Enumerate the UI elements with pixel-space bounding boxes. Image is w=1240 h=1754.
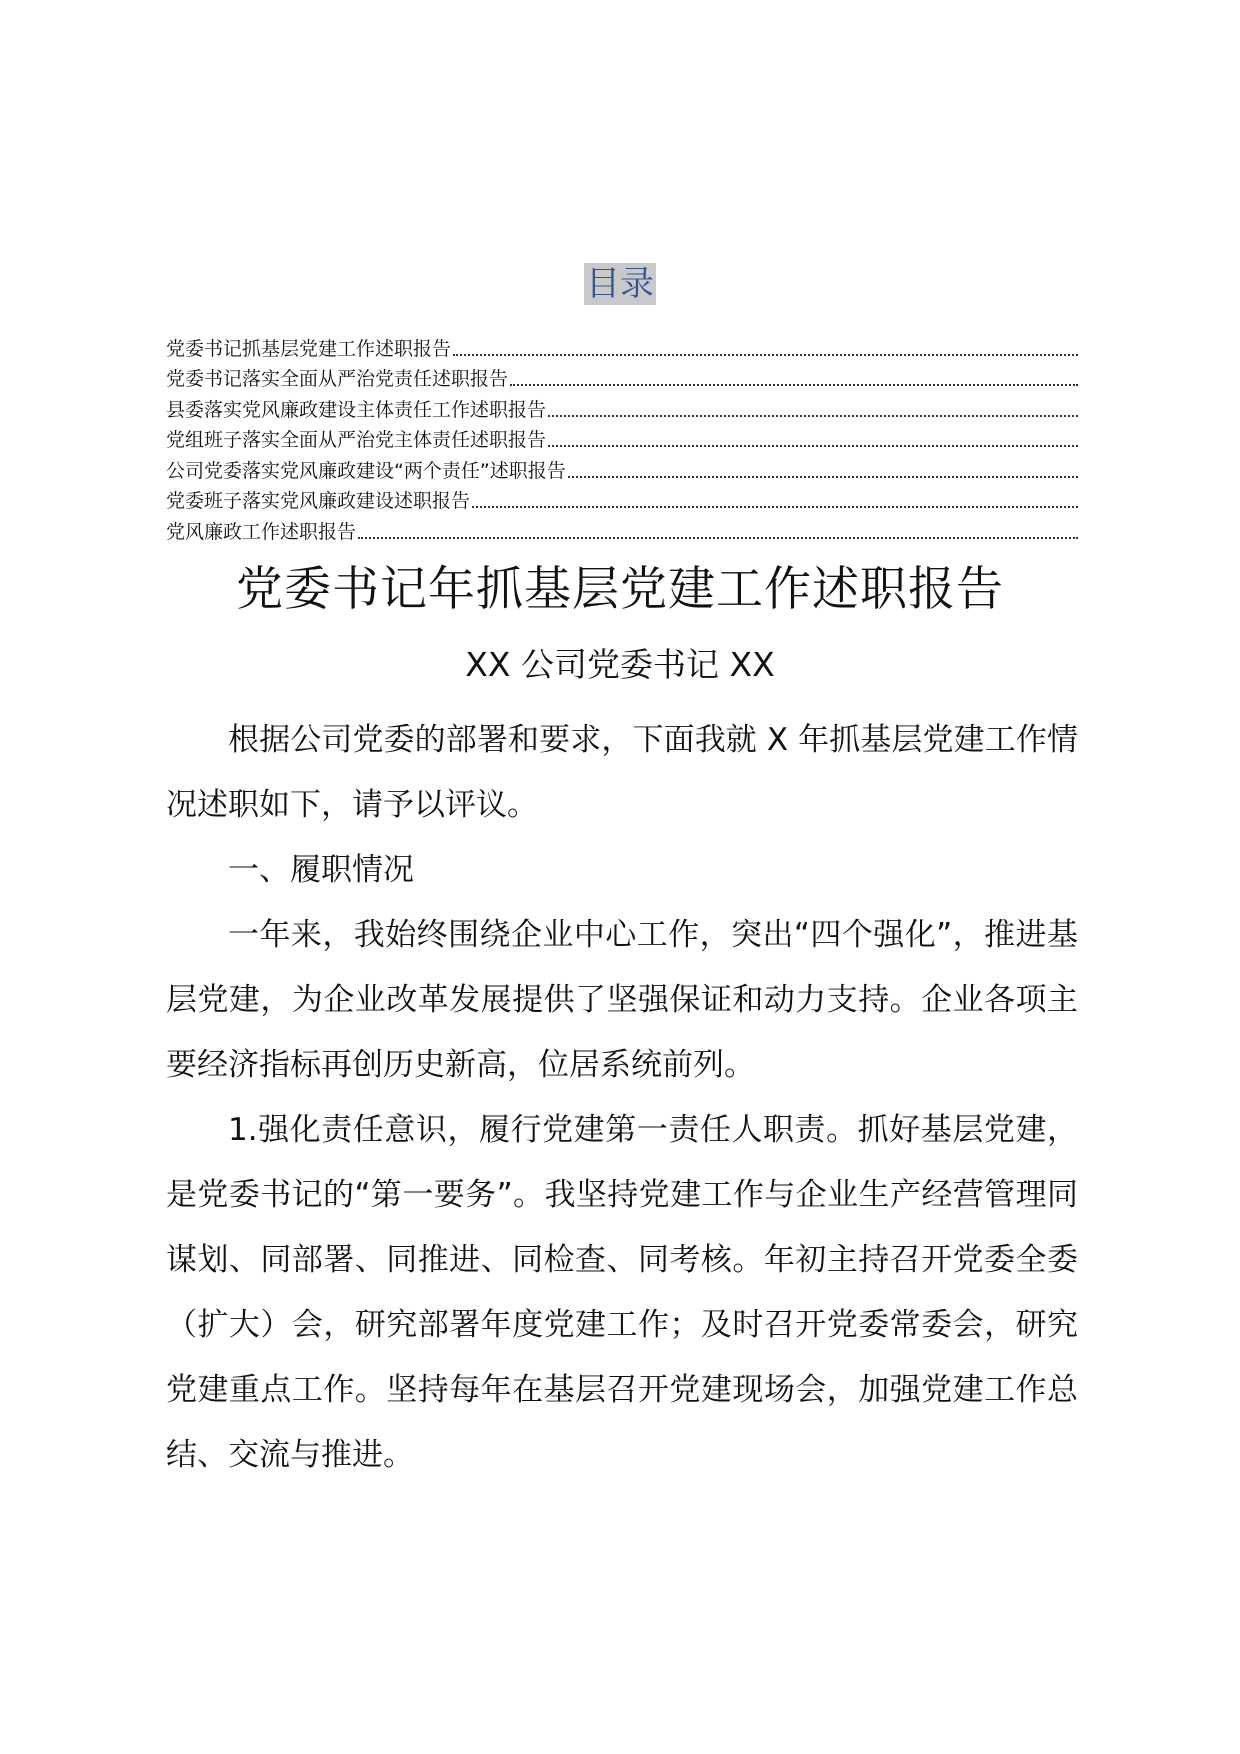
toc-leader-dots	[568, 475, 1078, 478]
table-of-contents	[166, 330, 1078, 544]
toc-item-label: 党风廉政工作述职报告	[166, 520, 357, 543]
toc-item[interactable]	[166, 330, 1078, 361]
toc-heading	[0, 263, 1240, 305]
toc-item[interactable]	[166, 391, 1078, 422]
toc-leader-dots	[510, 383, 1078, 386]
document-title: 党委书记年抓基层党建工作述职报告	[236, 562, 1004, 617]
toc-item-label: 党组班子落实全面从严治党主体责任述职报告	[166, 429, 547, 451]
document-author: XX 公司党委书记 XX	[465, 645, 775, 684]
body-paragraph: 根据公司党委的部署和要求，下面我就 X 年抓基层党建工作情况述职如下，请予以评议。	[166, 722, 1078, 823]
toc-item-label: 党委书记抓基层党建工作述职报告	[166, 337, 452, 360]
toc-item-label: 公司党委落实党风廉政建设“两个责任”述职报告	[166, 459, 566, 482]
toc-leader-dots	[453, 353, 1078, 356]
toc-leader-dots	[548, 414, 1078, 417]
toc-leader-dots	[472, 505, 1078, 508]
toc-item-label: 党委班子落实党风廉政建设述职报告	[166, 490, 471, 512]
toc-item[interactable]	[166, 452, 1078, 483]
toc-leader-dots	[548, 444, 1078, 447]
toc-item[interactable]	[166, 483, 1078, 514]
body-paragraph: 一年来，我始终围绕企业中心工作，突出“四个强化”，推进基层党建，为企业改革发展提供了坚强保证和动力支持。企业各项主要经济指标再创历史新高，位居系统前列。	[166, 917, 1078, 1083]
toc-heading-text: 目录	[586, 264, 654, 304]
body-paragraph: 1.强化责任意识，履行党建第一责任人职责。抓好基层党建，是党委书记的“第一要务”。我坚持党建工作与企业生产经营管理同谋划、同部署、同推进、同检查、同考核。年初主持召开党委全委（扩大）会，研究部署年度党建工作；及时召开党委常委会，研究党建重点工作。坚持每年在基层召开党建现场会，加强党建工作总结、交流与推进。	[166, 1112, 1078, 1473]
toc-item[interactable]	[166, 422, 1078, 453]
toc-item[interactable]	[166, 361, 1078, 392]
toc-item-label: 党委书记落实全面从严治党责任述职报告	[166, 368, 509, 390]
toc-item-label: 县委落实党风廉政建设主体责任工作述职报告	[166, 398, 547, 421]
document-body	[166, 708, 1078, 1488]
toc-item[interactable]	[166, 513, 1078, 544]
toc-leader-dots	[358, 536, 1078, 539]
section-heading: 一、履职情况	[228, 852, 414, 888]
